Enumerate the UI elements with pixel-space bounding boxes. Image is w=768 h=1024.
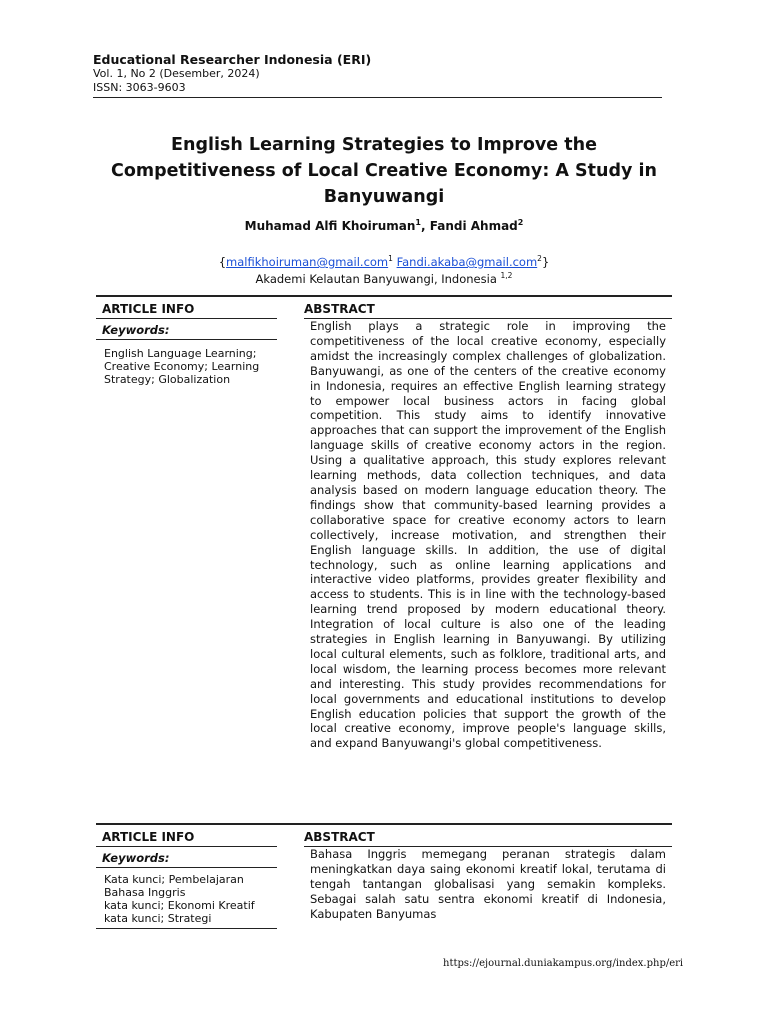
- keywords-text: English Language Learning; Creative Economy; Learning Strategy; Globalization: [104, 347, 260, 386]
- author-name: Muhamad Alfi Khoiruman: [244, 219, 416, 233]
- keywords-bottom-rule: [96, 928, 277, 929]
- journal-url[interactable]: https://ejournal.duniakampus.org/index.php/eri: [443, 958, 684, 969]
- journal-name: Educational Researcher Indonesia (ERI): [93, 52, 372, 67]
- affiliation-line: Akademi Kelautan Banyuwangi, Indonesia $^{1,2}$: [255, 270, 513, 286]
- journal-issn: ISSN: 3063-9603: [93, 80, 186, 94]
- journal-header: [93, 52, 663, 94]
- abstract-text: Bahasa Inggris memegang peranan strategis dalam meningkatkan daya saing ekonomi kreatif lokal, terutama di tengah tantangan globalisasi yang semakin kompleks. Sebagai salah satu sentra ekonomi kreatif di Indonesia, Kabupaten Banyumas: [310, 847, 666, 921]
- keyword-line: kata kunci; Strategi: [104, 912, 212, 925]
- email-line: {malfikhoiruman@gmail.com$^1$ Fandi.akaba@gmail.com$^2$}: [218, 254, 550, 269]
- abstract-heading: ABSTRACT: [304, 301, 672, 319]
- author-affiliation-mark: 2: [517, 218, 524, 227]
- keyword-line: kata kunci; Ekonomi Kreatif: [104, 899, 255, 912]
- header-divider: [93, 97, 662, 98]
- article-info-heading: ARTICLE INFO: [96, 301, 277, 319]
- keywords-label: Keywords:: [96, 851, 277, 868]
- journal-volume: Vol. 1, No 2 (Desember, 2024): [93, 67, 260, 80]
- author-affiliation-mark: 1: [415, 218, 421, 227]
- section-divider: [96, 823, 672, 825]
- abstract-column: [304, 301, 672, 751]
- email-link-author-2[interactable]: Fandi.akaba@gmail.com: [396, 254, 538, 269]
- keyword-line: Bahasa Inggris: [104, 886, 186, 899]
- article-info-column: [96, 829, 277, 925]
- abstract-heading: ABSTRACT: [304, 829, 672, 847]
- abstract-column: [304, 829, 672, 922]
- section-divider: [96, 295, 672, 297]
- paper-title: English Learning Strategies to Improve the Competitiveness of Local Creative Economy: A Study in Banyuwangi: [111, 135, 657, 207]
- email-link-author-1[interactable]: malfikhoiruman@gmail.com: [226, 254, 389, 269]
- abstract-text: English plays a strategic role in improving the competitiveness of the local creative economy, especially amidst the increasingly complex challenges of globalization. Banyuwangi, as one of the centers of the creative economy in Indonesia, requires an effective English learning strategy to empower local business actors in facing global competition. This study aims to identify innovative approaches that can support the improvement of the English language skills of creative economy actors in the region. Using a qualitative approach, this study explores relevant learning methods, data collection techniques, and data analysis based on modern language education theory. The findings show that community-based learning provides a collaborative space for creative economy actors to learn collectively, increase motivation, and strengthen their English language skills. In addition, the use of digital technology, such as online learning applications and interactive video platforms, provides greater flexibility and access to students. This is in line with the technology-based learning trend proposed by modern educational theory. Integration of local culture is also one of the leading strategies in English learning in Banyuwangi. By utilizing local cultural elements, such as folklore, traditional arts, and local wisdom, the learning process becomes more relevant and interesting. This study provides recommendations for local governments and educational institutions to develop English education policies that support the growth of the local creative economy, improve people's language skills, and expand Banyuwangi's global competitiveness.: [310, 319, 666, 751]
- contact-block: [90, 252, 678, 286]
- article-info-column: [96, 301, 277, 386]
- keywords-label: Keywords:: [96, 323, 277, 340]
- author-name: Fandi Ahmad: [429, 219, 518, 233]
- english-abstract-section: [96, 295, 672, 815]
- keywords-text: [96, 868, 277, 925]
- author-list: Muhamad Alfi Khoiruman$^1$, Fandi Ahmad$^2$: [244, 218, 524, 233]
- indonesian-abstract-section: [96, 823, 672, 935]
- article-info-heading: ARTICLE INFO: [96, 829, 277, 847]
- keyword-line: Kata kunci; Pembelajaran: [104, 873, 244, 886]
